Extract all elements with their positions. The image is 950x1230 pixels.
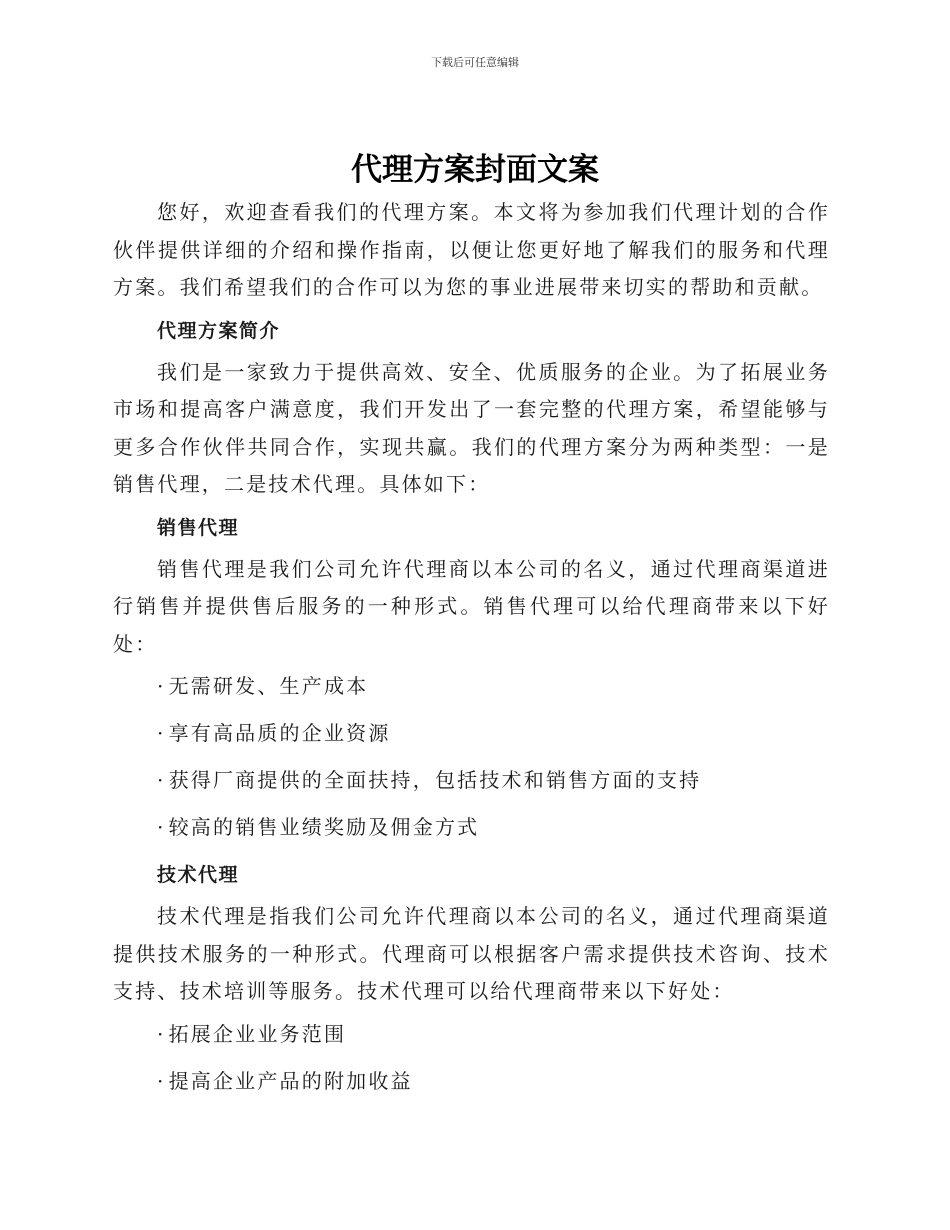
list-item-text: 无需研发、生产成本 [168,674,369,698]
document-body [113,194,830,1105]
bullet-dot: · [157,1021,166,1046]
tech-benefits-list [113,1011,830,1105]
sales-benefits-list [113,663,830,851]
list-item-text: 享有高品质的企业资源 [168,721,391,745]
list-item-text: 提高企业产品的附加收益 [168,1068,413,1093]
bullet-dot: · [157,815,166,839]
page-title: 代理方案封面文案 [351,152,599,188]
bullet-dot: · [157,1068,166,1093]
bullet-dot: · [157,768,166,792]
sales-heading: 销售代理 [157,516,240,539]
bullet-dot: · [157,674,166,698]
list-item-text: 较高的销售业绩奖励及佣金方式 [168,815,480,839]
list-item [113,710,830,757]
intro-paragraph: 您好，欢迎查看我们的代理方案。本文将为参加我们代理计划的合作伙伴提供详细的介绍和操作指南，以便让您更好地了解我们的服务和代理方案。我们希望我们的合作可以为您的事业进展带来切实的帮助和贡献。 [113,200,830,299]
sales-paragraph: 销售代理是我们公司允许代理商以本公司的名义，通过代理商渠道进行销售并提供售后服务的一种形式。销售代理可以给代理商带来以下好处： [113,556,830,656]
tech-heading: 技术代理 [157,864,240,886]
list-item-text: 获得厂商提供的全面扶持，包括技术和销售方面的支持 [168,768,702,792]
list-item [113,1011,830,1058]
overview-paragraph: 我们是一家致力于提供高效、安全、优质服务的企业。为了拓展业务市场和提高客户满意度，我们开发出了一套完整的代理方案，希望能够与更多合作伙伴共同合作，实现共赢。我们的代理方案分为两种类型：一是销售代理，二是技术代理。具体如下： [113,359,830,496]
tech-paragraph: 技术代理是指我们公司允许代理商以本公司的名义，通过代理商渠道提供技术服务的一种形式。代理商可以根据客户需求提供技术咨询、技术支持、技术培训等服务。技术代理可以给代理商带来以下好处： [113,904,830,1003]
header-note: 下载后可任意编辑 [431,56,519,69]
list-item-text: 拓展企业业务范围 [168,1021,347,1046]
bullet-dot: · [157,721,166,745]
overview-heading: 代理方案简介 [157,319,281,342]
list-item [113,757,830,804]
list-item [113,804,830,851]
list-item [113,663,830,710]
list-item [113,1058,830,1105]
